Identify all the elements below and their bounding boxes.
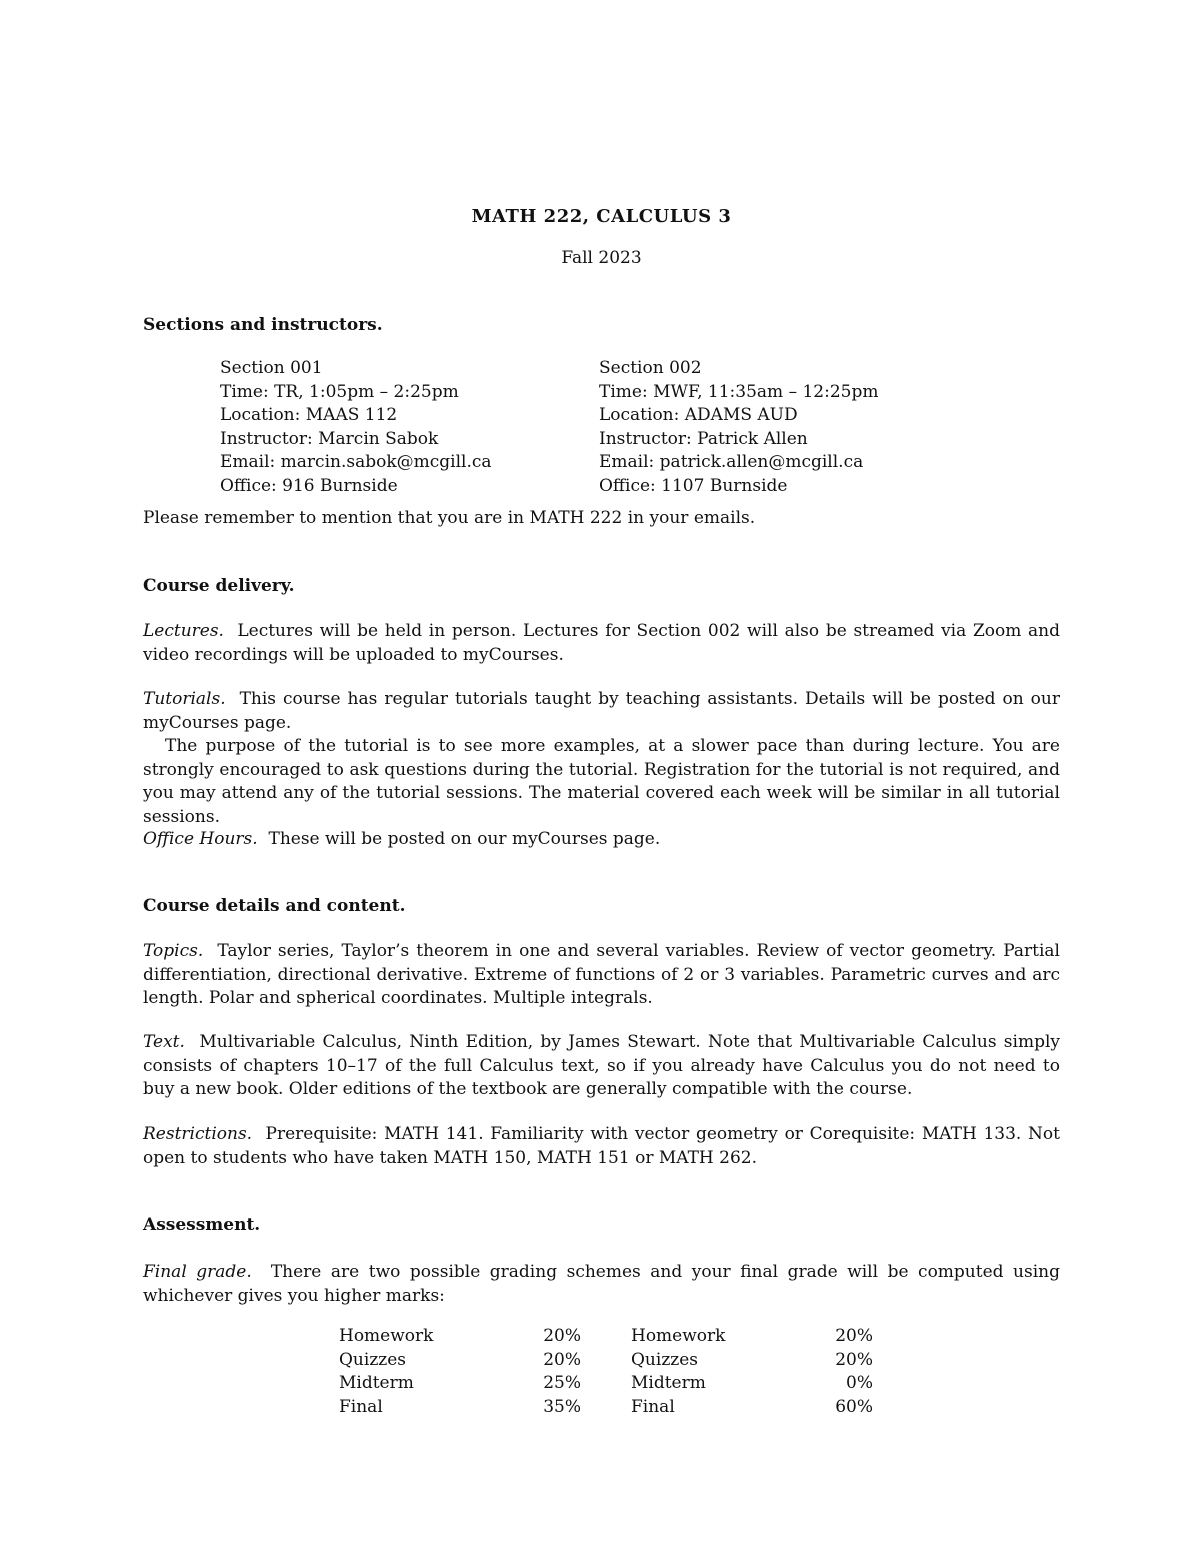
final-grade-text: There are two possible grading schemes and your final grade will be computed using whichever gives you higher marks: <box>143 1262 1060 1306</box>
scheme-1-item: Midterm <box>339 1373 414 1393</box>
table-row <box>339 1349 873 1373</box>
scheme-1-pct: 20% <box>543 1326 581 1346</box>
tutorials-label: Tutorials. <box>143 689 226 709</box>
section-office: Office: 916 Burnside <box>220 475 398 496</box>
course-delivery-heading: Course delivery. <box>143 576 295 596</box>
course-details-heading: Course details and content. <box>143 896 406 916</box>
section-002-column <box>599 357 979 498</box>
office-hours-label: Office Hours. <box>143 829 258 849</box>
scheme-2-item: Midterm <box>631 1373 706 1393</box>
office-hours-paragraph <box>143 828 1060 852</box>
lectures-label: Lectures. <box>143 621 224 641</box>
text-paragraph <box>143 1031 1060 1102</box>
scheme-1-item: Final <box>339 1396 383 1417</box>
final-grade-paragraph <box>143 1261 1060 1308</box>
restrictions-paragraph <box>143 1123 1060 1170</box>
topics-label: Topics. <box>143 941 204 961</box>
table-row <box>339 1372 873 1396</box>
topics-text: Taylor series, Taylor’s theorem in one and several variables. Review of vector geometry. Partial differentiation, directional derivative. Extreme of functions of 2 or 3 variables. Parametric curves and arc length. Polar and spherical coordinates. Multiple integrals. <box>143 941 1060 1008</box>
document-term: Fall 2023 <box>561 248 642 268</box>
section-location: Location: MAAS 112 <box>220 405 398 425</box>
scheme-2-pct: 20% <box>835 1349 873 1370</box>
scheme-2-item: Homework <box>631 1326 726 1346</box>
document-title: MATH 222, CALCULUS 3 <box>471 206 732 227</box>
scheme-1-item: Quizzes <box>339 1349 407 1370</box>
text-label: Text. <box>143 1032 185 1052</box>
scheme-1-item: Homework <box>339 1326 434 1346</box>
section-time: Time: TR, 1:05pm – 2:25pm <box>220 381 459 402</box>
restrictions-text: Prerequisite: MATH 141. Familiarity with vector geometry or Corequisite: MATH 133. Not open to students who have taken MATH 150, MATH 151 or MATH 262. <box>143 1124 1060 1168</box>
tutorials-text: This course has regular tutorials taught by teaching assistants. Details will be posted on our myCourses page. <box>143 689 1060 733</box>
scheme-2-pct: 20% <box>835 1326 873 1346</box>
section-email: Email: marcin.sabok@mcgill.ca <box>220 452 492 472</box>
scheme-1-pct: 35% <box>543 1396 581 1417</box>
table-row <box>339 1396 873 1420</box>
section-instructor: Instructor: Marcin Sabok <box>220 428 439 449</box>
restrictions-label: Restrictions. <box>143 1124 253 1144</box>
section-time: Time: MWF, 11:35am – 12:25pm <box>599 381 879 402</box>
lectures-text: Lectures will be held in person. Lectures for Section 002 will also be streamed via Zoom and video recordings will be uploaded to myCourses. <box>143 621 1061 665</box>
section-name: Section 001 <box>220 358 323 378</box>
section-office: Office: 1107 Burnside <box>599 475 788 496</box>
section-location: Location: ADAMS AUD <box>599 405 798 425</box>
table-row <box>339 1325 873 1349</box>
scheme-2-item: Quizzes <box>631 1349 699 1370</box>
tutorials-paragraph <box>143 688 1060 735</box>
assessment-heading: Assessment. <box>143 1215 261 1235</box>
final-grade-label: Final grade. <box>143 1262 252 1282</box>
lectures-paragraph <box>143 620 1060 667</box>
section-name: Section 002 <box>599 358 702 378</box>
section-instructor: Instructor: Patrick Allen <box>599 428 808 449</box>
office-hours-text: These will be posted on our myCourses page. <box>268 829 661 849</box>
topics-paragraph <box>143 940 1060 1011</box>
email-note: Please remember to mention that you are in MATH 222 in your emails. <box>143 508 756 528</box>
grading-schemes-table <box>339 1325 873 1419</box>
section-001-column <box>220 357 600 498</box>
tutorials-purpose-paragraph: The purpose of the tutorial is to see more examples, at a slower pace than during lecture. You are strongly encouraged to ask questions during the tutorial. Registration for the tutorial is not required, and you may attend any of the tutorial sessions. The material covered each week will be similar in all tutorial sessions. <box>143 736 1060 827</box>
scheme-1-pct: 20% <box>543 1349 581 1370</box>
scheme-2-pct: 60% <box>835 1396 873 1417</box>
text-text: Multivariable Calculus, Ninth Edition, by James Stewart. Note that Multivariable Calculus simply consists of chapters 10–17 of the full Calculus text, so if you already have Calculus you do not need to buy a new book. Older editions of the textbook are generally compatible with the course. <box>143 1032 1060 1099</box>
scheme-2-pct: 0% <box>846 1373 873 1393</box>
scheme-2-item: Final <box>631 1396 675 1417</box>
section-email: Email: patrick.allen@mcgill.ca <box>599 452 864 472</box>
sections-heading: Sections and instructors. <box>143 315 383 335</box>
scheme-1-pct: 25% <box>543 1373 581 1393</box>
